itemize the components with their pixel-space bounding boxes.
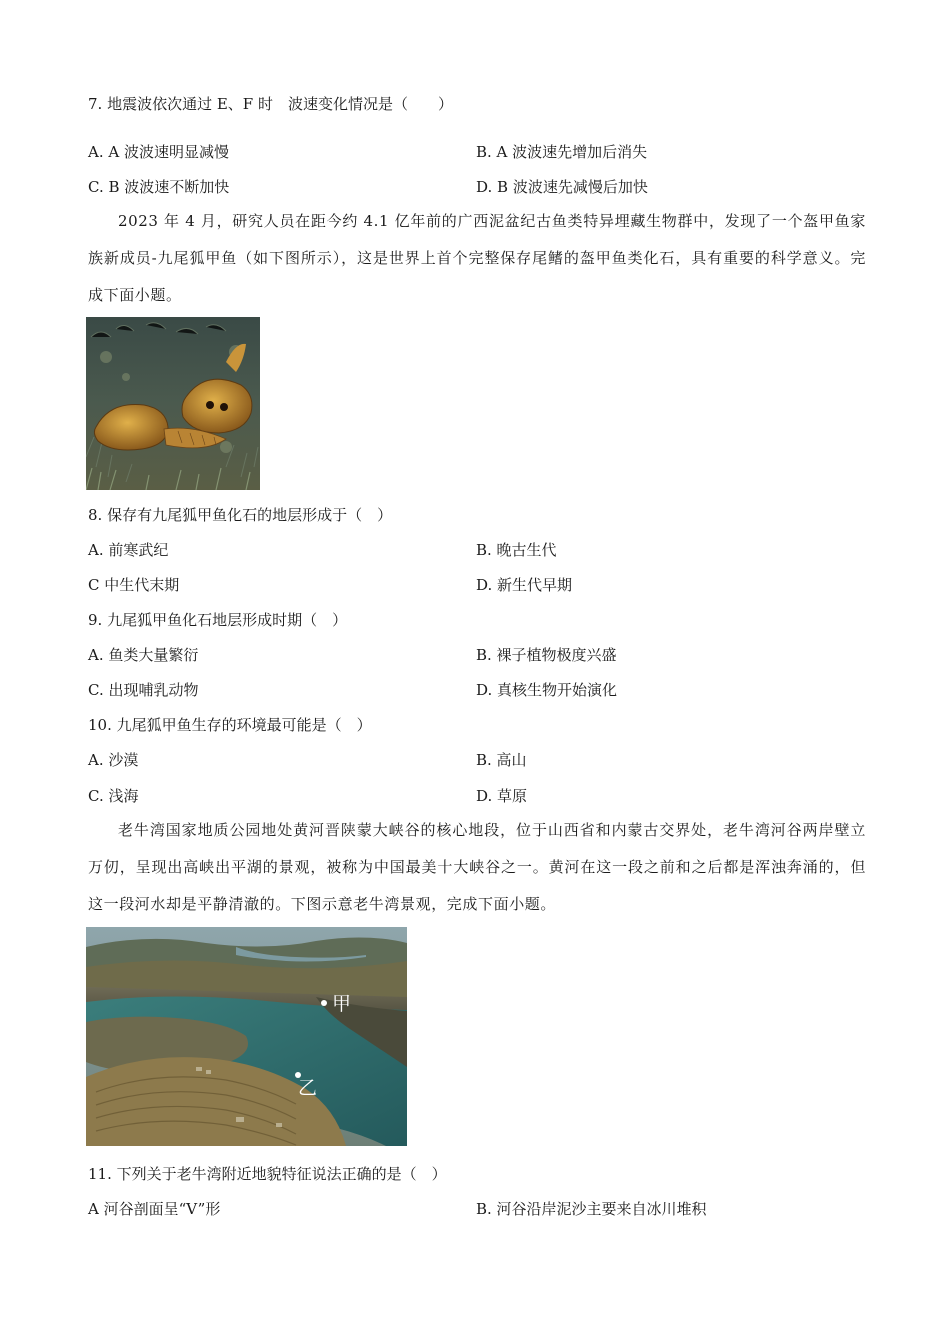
q10-stem: 10. 九尾狐甲鱼生存的环境最可能是（ ） — [88, 716, 372, 734]
q10-option-d: D. 草原 — [476, 787, 528, 805]
fish-illustration-svg — [86, 317, 260, 490]
landscape-svg — [86, 927, 407, 1146]
q8-option-c: C 中生代末期 — [88, 576, 180, 594]
q8-option-d: D. 新生代早期 — [476, 576, 573, 594]
q11-option-a: A 河谷剖面呈“V”形 — [88, 1200, 221, 1218]
label-yi: 乙 — [298, 1077, 318, 1099]
q10-option-c: C. 浅海 — [88, 787, 139, 805]
label-jia: 甲 — [332, 993, 352, 1015]
q9-option-d: D. 真核生物开始演化 — [476, 681, 618, 699]
q10-option-b: B. 高山 — [476, 751, 527, 769]
fossil-fish-illustration — [86, 317, 260, 490]
passage-fossil: 2023 年 4 月，研究人员在距今约 4.1 亿年前的广西泥盆纪古鱼类特异埋藏生物群中，发现了一个盔甲鱼家族新成员-九尾狐甲鱼（如下图所示），这是世界上首个完整保存尾鳍的盔甲鱼类化石，具有重要的科学意义。完成下面小题。 — [88, 212, 866, 304]
q11-stem: 11. 下列关于老牛湾附近地貌特征说法正确的是（ ） — [88, 1165, 447, 1183]
q11-option-b: B. 河谷沿岸泥沙主要来自冰川堆积 — [476, 1200, 707, 1218]
laoniuwan-landscape-photo — [86, 927, 407, 1146]
q9-option-c: C. 出现哺乳动物 — [88, 681, 199, 699]
q8-stem: 8. 保存有九尾狐甲鱼化石的地层形成于（ ） — [88, 506, 393, 524]
q10-option-a: A. 沙漠 — [88, 751, 139, 769]
q8-option-a: A. 前寒武纪 — [88, 541, 169, 559]
q7-option-d: D. B 波波速先减慢后加快 — [476, 178, 648, 196]
q7-option-c: C. B 波波速不断加快 — [88, 178, 230, 196]
q9-option-b: B. 裸子植物极度兴盛 — [476, 646, 617, 664]
q8-option-b: B. 晚古生代 — [476, 541, 557, 559]
q7-stem: 7. 地震波依次通过 E、F 时 波速变化情况是（ ） — [88, 95, 453, 113]
marker-jia-dot — [321, 1000, 327, 1006]
q7-option-a: A. A 波波速明显减慢 — [88, 143, 229, 161]
passage-laoniuwan: 老牛湾国家地质公园地处黄河晋陕蒙大峡谷的核心地段，位于山西省和内蒙古交界处，老牛湾河谷两岸壁立万仞，呈现出高峡出平湖的景观，被称为中国最美十大峡谷之一。黄河在这一段之前和之后都是浑浊奔涌的，但这一段河水却是平静清澈的。下图示意老牛湾景观，完成下面小题。 — [88, 821, 866, 913]
q9-stem: 9. 九尾狐甲鱼化石地层形成时期（ ） — [88, 611, 348, 629]
q7-option-b: B. A 波波速先增加后消失 — [476, 143, 648, 161]
q9-option-a: A. 鱼类大量繁衍 — [88, 646, 199, 664]
